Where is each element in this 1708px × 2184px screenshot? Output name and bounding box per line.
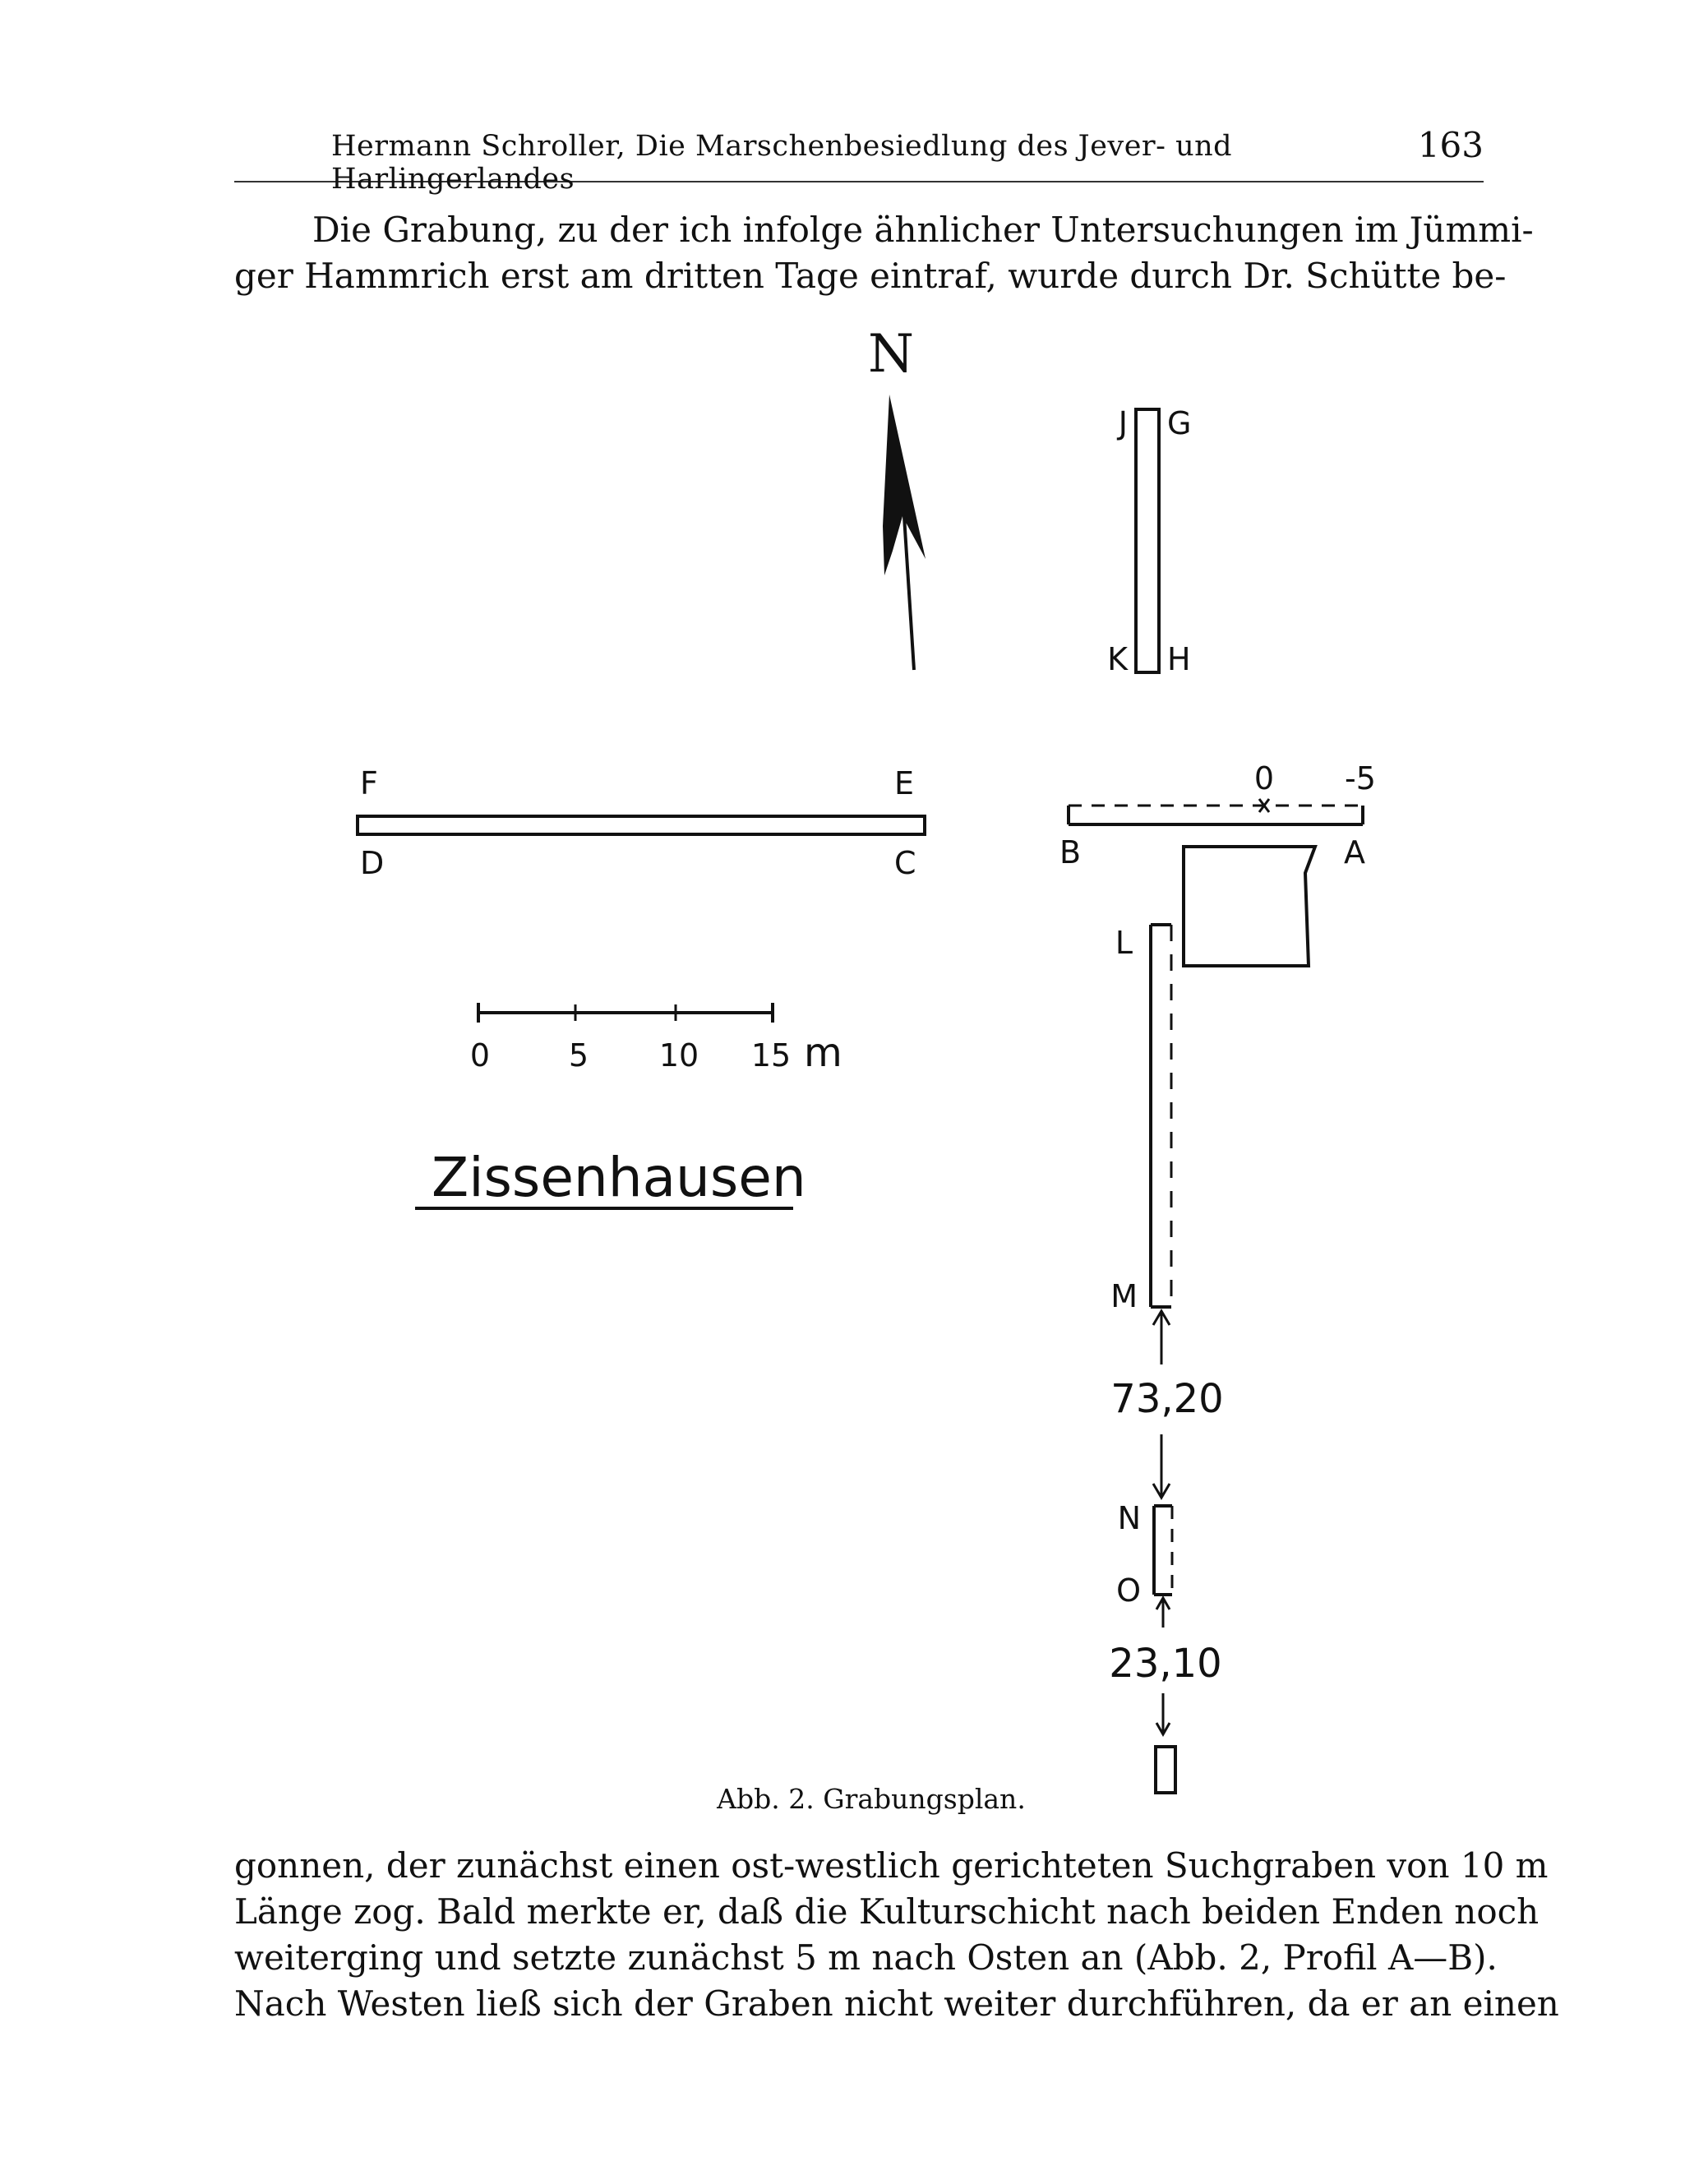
text-line: Die Grabung, zu der ich infolge ähnlicher Untersuchungen im Jümmi- [312,210,1534,250]
north-label: N [868,324,914,385]
label-g: G [1167,405,1192,441]
text-line: Nach Westen ließ sich der Graben nicht weiter durchführen, da er an einen [234,1983,1559,2024]
profile-minus-five-mark: -5 [1345,760,1376,796]
profile-a-b [1069,799,1363,824]
text-line: weiterging und setzte zunächst 5 m nach Osten an (Abb. 2, Profil A—B). [234,1937,1498,1978]
place-name: Zissenhausen [432,1146,806,1209]
label-f: F [360,765,378,801]
trench-no [1154,1506,1172,1595]
figure-caption: Abb. 2. Grabungsplan. [717,1783,1026,1815]
label-b: B [1059,834,1082,870]
label-j: J [1118,405,1128,441]
scale-tick-15: 15 [750,1037,792,1074]
label-a: A [1344,834,1365,870]
label-o: O [1116,1572,1141,1609]
label-m: M [1110,1278,1138,1314]
page-number: 163 [1417,125,1484,165]
scale-unit: m [804,1030,842,1076]
trench-last [1156,1747,1175,1793]
label-e: E [894,765,915,801]
distance-m-n: 73,20 [1110,1376,1224,1422]
text-line: Länge zog. Bald merkte er, daß die Kulturschicht nach beiden Enden noch [234,1891,1540,1932]
text-line: ger Hammrich erst am dritten Tage eintraf, wurde durch Dr. Schütte be- [234,256,1507,296]
label-l: L [1115,925,1133,961]
trench-fedc [358,816,925,834]
text-line: gonnen, der zunächst einen ost-westlich gerichteten Suchgraben von 10 m [234,1845,1549,1886]
north-arrow-icon [883,395,926,670]
label-n: N [1117,1500,1141,1536]
paragraph-bottom [234,1843,1559,2027]
label-h: H [1167,641,1191,677]
label-d: D [360,845,385,881]
trench-lm [1151,925,1171,1307]
running-title: Hermann Schroller, Die Marschenbesiedlung des Jever- und Harlingerlandes [331,130,1233,196]
excavation-area [1184,847,1315,966]
trench-jgkh [1136,409,1159,672]
scale-tick-10: 10 [658,1037,699,1074]
label-k: K [1107,641,1128,677]
scale-bar [478,1003,773,1023]
scale-tick-0: 0 [469,1037,491,1074]
distance-o-last: 23,10 [1109,1641,1222,1687]
profile-zero-mark: 0 [1253,760,1275,796]
scale-tick-5: 5 [568,1037,589,1074]
label-c: C [894,845,916,881]
